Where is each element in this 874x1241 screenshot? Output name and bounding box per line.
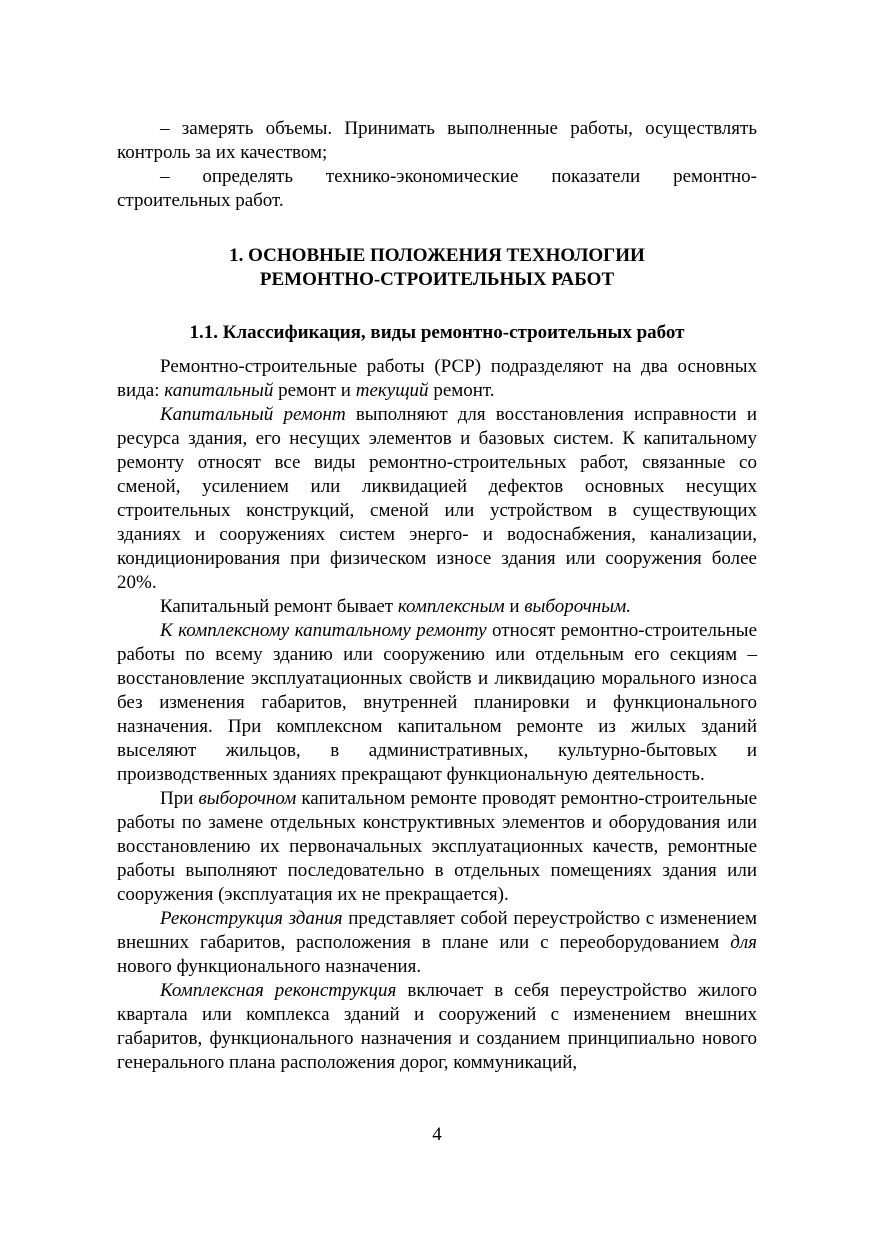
intro-paragraph-2: – определять технико-экономические показатели ремонтно-строительных работ.: [117, 166, 757, 211]
italic-term: К комплексному капитальному ремонту: [160, 620, 487, 641]
text: Капитальный ремонт бывает: [160, 596, 398, 617]
body-paragraph-3: [117, 595, 757, 619]
body-paragraph-4: [117, 619, 757, 787]
intro-paragraph-1: – замерять объемы. Принимать выполненные работы, осуществлять контроль за их качеством;: [117, 118, 757, 163]
text: нового функционального назначения.: [117, 956, 422, 977]
italic-term: Реконструкция здания: [160, 908, 343, 929]
chapter-title-line-2: РЕМОНТНО-СТРОИТЕЛЬНЫХ РАБОТ: [259, 269, 615, 290]
italic-term: Капитальный ремонт: [160, 404, 346, 425]
text: При: [160, 788, 199, 809]
italic-term: Комплексная реконструкция: [160, 980, 397, 1001]
body-paragraph-5: [117, 787, 757, 907]
body-paragraph-6: [117, 907, 757, 979]
text: выполняют для восстановления исправности и ресурса здания, его несущих элементов и базовых систем. К капитальному ремонту относят все виды ремонтно-строительных работ, связанные со сменой, усилением или ликвидацией дефектов основных несущих строительных конструкций, сменой или устройством в существующих зданиях и сооружениях систем энерго- и водоснабжения, канализации, кондиционирования при физическом износе здания или сооружения более 20%.: [117, 404, 758, 593]
text: и: [504, 596, 525, 617]
italic-term: выборочным.: [524, 596, 631, 617]
chapter-title-line-1: 1. ОСНОВНЫЕ ПОЛОЖЕНИЯ ТЕХНОЛОГИИ: [229, 245, 645, 266]
italic-term: комплексным: [397, 596, 505, 617]
text: представляет собой переустройство с изменением внешних габаритов, расположения в плане или с переоборудованием: [117, 908, 758, 953]
text: включает в себя переустройство жилого квартала или комплекса зданий и сооружений с изменением внешних габаритов, функционального назначения и созданием принципиально нового генерального плана расположения дорог, коммуникаций,: [117, 980, 757, 1073]
page-number: 4: [432, 1124, 442, 1145]
italic-term: капитальный: [164, 380, 274, 401]
italic-term: выборочном: [198, 788, 297, 809]
body-paragraph-7: [117, 979, 757, 1075]
body-paragraph-1: [117, 355, 757, 403]
italic-term: текущий: [355, 380, 429, 401]
section-title: 1.1. Классификация, виды ремонтно-строительных работ: [189, 322, 685, 343]
text: Ремонтно-строительные работы (РСР) подразделяют на два основных вида:: [117, 356, 757, 401]
italic-term: для: [730, 932, 757, 953]
chapter-title: [117, 244, 757, 292]
body-paragraph-2: [117, 403, 757, 595]
text: капитальном ремонте проводят ремонтно-строительные работы по замене отдельных конструктивных элементов и оборудования или восстановлению их первоначальных эксплуатационных качеств, ремонтные работы выполняют последовательно в отдельных помещениях здания или сооружения (эксплуатация их не прекращается).: [117, 788, 757, 905]
page-content: [117, 117, 757, 1075]
text: ремонт и: [273, 380, 356, 401]
text: ремонт.: [428, 380, 495, 401]
text: относят ремонтно-строительные работы по всему зданию или сооружению или отдельным его секциям – восстановление эксплуатационных свойств и ликвидацию морального износа без изменения габаритов, внутренней планировки и функционального назначения. При комплексном капитальном ремонте из жилых зданий выселяют жильцов, в административных, культурно-бытовых и производственных зданиях прекращают функциональную деятельность.: [117, 620, 758, 785]
